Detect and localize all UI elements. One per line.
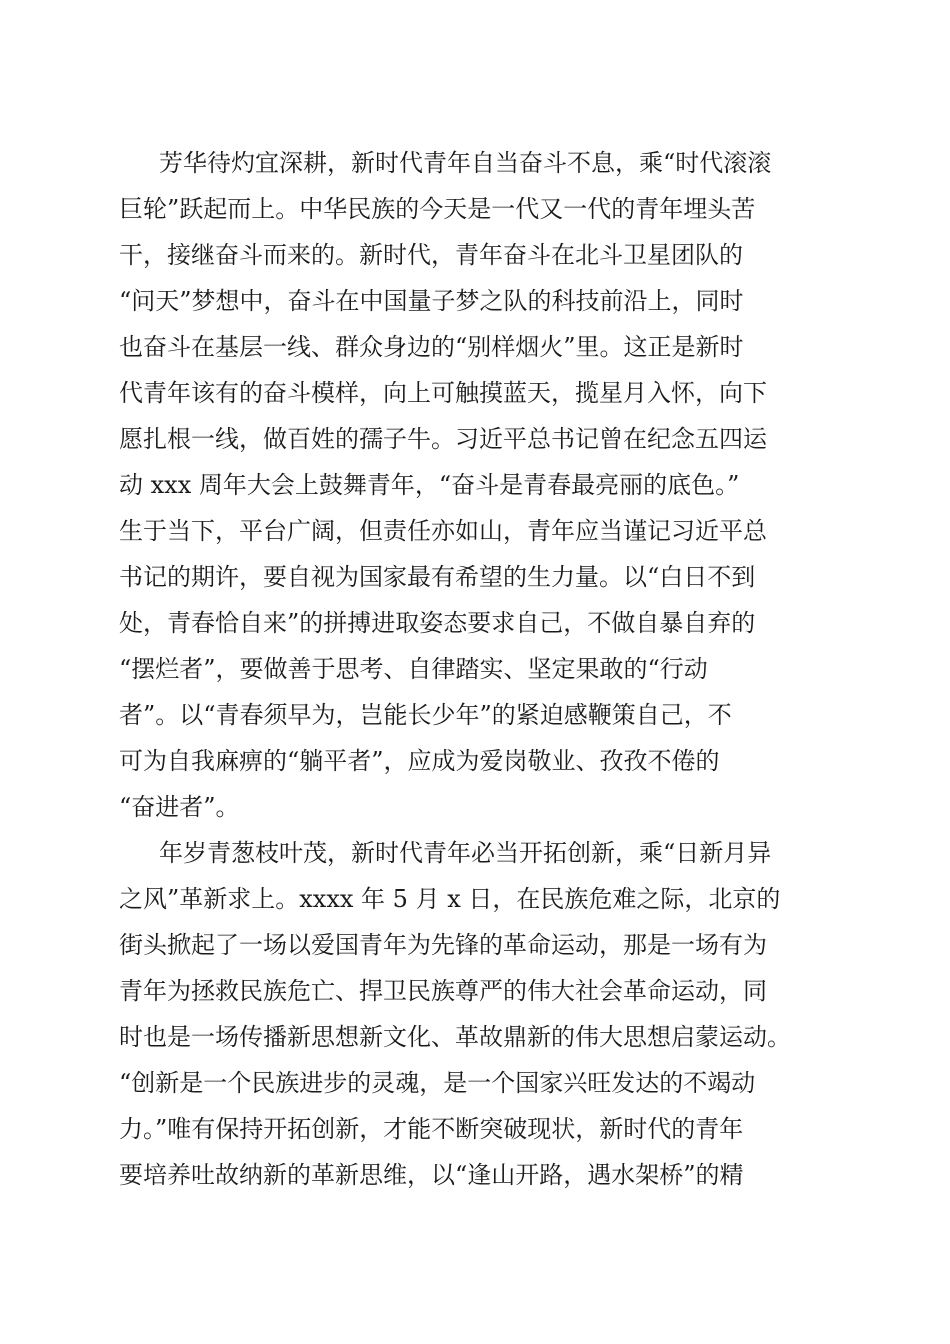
paragraph-1-line-14: 可为自我麻痹的“躺平者”，应成为爱岗敬业、孜孜不倦的 (119, 747, 720, 775)
paragraph-2-line-4: 青年为拯救民族危亡、捍卫民族尊严的伟大社会革命运动，同 (119, 977, 767, 1005)
paragraph-1-line-15: “奋进者”。 (119, 793, 240, 821)
paragraph-1-line-5: 也奋斗在基层一线、群众身边的“别样烟火”里。这正是新时 (119, 333, 744, 361)
paragraph-1-line-12: “摆烂者”，要做善于思考、自律踏实、坚定果敢的“行动 (119, 655, 708, 683)
paragraph-1-line-3: 干，接继奋斗而来的。新时代，青年奋斗在北斗卫星团队的 (119, 241, 743, 269)
paragraph-2-line-7: 力。”唯有保持开拓创新，才能不断突破现状，新时代的青年 (119, 1115, 744, 1143)
document-body (119, 140, 831, 1198)
paragraph-1-line-1: 芳华待灼宜深耕，新时代青年自当奋斗不息，乘“时代滚滚 (159, 149, 772, 177)
paragraph-1-line-11: 处，青春恰自来”的拼搏进取姿态要求自己，不做自暴自弃的 (119, 609, 756, 637)
paragraph-1-line-13: 者”。以“青春须早为，岂能长少年”的紧迫感鞭策自己，不 (119, 701, 732, 729)
paragraph-2-line-2: 之风”革新求上。xxxx 年 5 月 x 日，在民族危难之际，北京的 (119, 885, 781, 913)
paragraph-1-line-6: 代青年该有的奋斗模样，向上可触摸蓝天，揽星月入怀，向下 (119, 379, 767, 407)
paragraph-2-line-6: “创新是一个民族进步的灵魂，是一个国家兴旺发达的不竭动 (119, 1069, 756, 1097)
paragraph-1-line-4: “问天”梦想中，奋斗在中国量子梦之队的科技前沿上，同时 (119, 287, 744, 315)
paragraph-1-line-8: 动 xxx 周年大会上鼓舞青年，“奋斗是青春最亮丽的底色。” (119, 471, 740, 499)
paragraph-1-line-7: 愿扎根一线，做百姓的孺子牛。习近平总书记曾在纪念五四运 (119, 425, 767, 453)
paragraph-2-line-8: 要培养吐故纳新的革新思维，以“逢山开路，遇水架桥”的精 (119, 1161, 744, 1189)
paragraph-1-line-2: 巨轮”跃起而上。中华民族的今天是一代又一代的青年埋头苦 (119, 195, 756, 223)
paragraph-1-line-9: 生于当下，平台广阔，但责任亦如山，青年应当谨记习近平总 (119, 517, 767, 545)
paragraph-2-line-1: 年岁青葱枝叶茂，新时代青年必当开拓创新，乘“日新月异 (159, 839, 772, 867)
paragraph-1-line-10: 书记的期许，要自视为国家最有希望的生力量。以“白日不到 (119, 563, 756, 591)
paragraph-2-line-3: 街头掀起了一场以爱国青年为先锋的革命运动，那是一场有为 (119, 931, 767, 959)
paragraph-2-line-5: 时也是一场传播新思想新文化、革故鼎新的伟大思想启蒙运动。 (119, 1023, 791, 1051)
